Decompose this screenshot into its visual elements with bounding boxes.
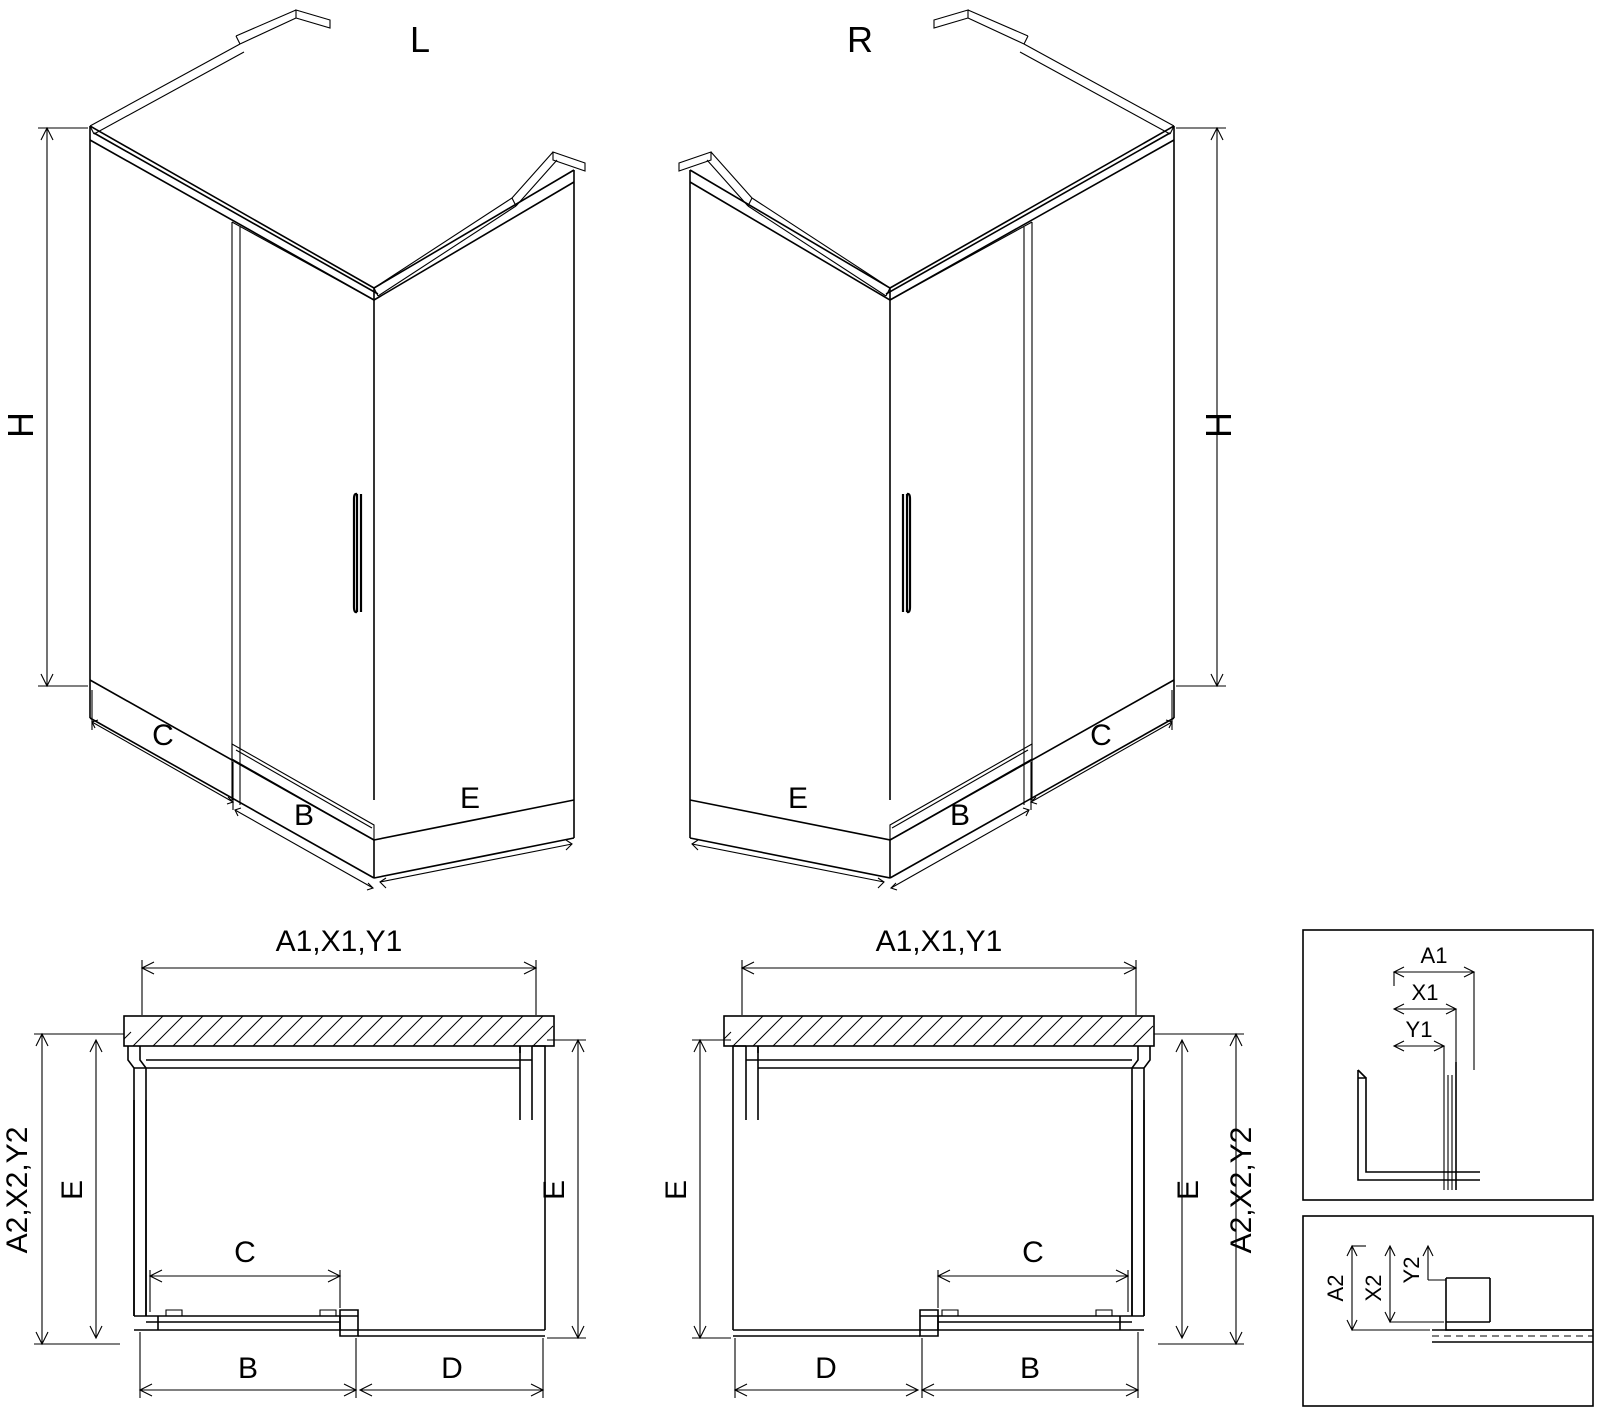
detail-x1-label: X1 — [1411, 980, 1439, 1005]
dim-H-right — [1176, 128, 1226, 686]
dim-C-plan-left — [150, 1270, 340, 1312]
plan-left-top-dim-label: A1,X1,Y1 — [275, 925, 403, 958]
plan-left-inner-e-label: E — [56, 1179, 89, 1201]
dim-C-plan-right — [938, 1270, 1128, 1312]
plan-view-right — [660, 925, 1258, 1398]
iso-left-dim-c-label: C — [152, 719, 174, 752]
iso-view-right — [679, 10, 1239, 890]
dim-E-plan-left — [90, 1040, 102, 1338]
iso-left-view-label: L — [409, 19, 431, 60]
detail-view-top — [1303, 930, 1593, 1200]
dim-E-plan-right-left — [692, 1040, 731, 1338]
plan-right-right-dim-label: A2,X2,Y2 — [1225, 1126, 1258, 1254]
detail-a2-label: A2 — [1323, 1274, 1348, 1302]
iso-right-view-label: R — [847, 19, 873, 60]
plan-left-b-label: B — [237, 1352, 259, 1385]
iso-left-height-label: H — [0, 412, 41, 438]
plan-right-left-e-label: E — [660, 1179, 693, 1201]
detail-x2-label: X2 — [1361, 1274, 1386, 1302]
plan-right-inner-e-label: E — [1172, 1179, 1205, 1201]
detail-view-bottom — [1303, 1216, 1593, 1406]
plan-right-b-label: B — [1019, 1352, 1041, 1385]
plan-left-left-dim-label: A2,X2,Y2 — [1, 1126, 34, 1254]
plan-left-d-label: D — [441, 1352, 463, 1385]
detail-dim-Y1 — [1394, 1041, 1444, 1075]
iso-left-dim-e-label: E — [459, 782, 481, 815]
dim-E-left — [380, 840, 572, 888]
dim-E-right — [692, 840, 884, 888]
dim-A1X1Y1-left — [142, 960, 536, 1015]
plan-right-c-label: C — [1022, 1236, 1044, 1269]
iso-left-dim-b-label: B — [293, 799, 315, 832]
iso-right-dim-e-label: E — [787, 782, 809, 815]
plan-right-top-dim-label: A1,X1,Y1 — [875, 925, 1003, 958]
plan-right-d-label: D — [815, 1352, 837, 1385]
plan-left-c-label: C — [234, 1236, 256, 1269]
dim-A1X1Y1-right — [742, 960, 1136, 1015]
dim-H-left — [38, 128, 88, 686]
detail-y2-label: Y2 — [1399, 1256, 1424, 1284]
plan-left-right-e-label: E — [538, 1179, 571, 1201]
detail-a1-label: A1 — [1420, 943, 1448, 968]
iso-view-left — [0, 10, 585, 890]
plan-view-left — [1, 925, 586, 1398]
detail-dim-Y2 — [1423, 1246, 1446, 1280]
iso-right-dim-c-label: C — [1090, 719, 1112, 752]
iso-right-height-label: H — [1198, 412, 1239, 438]
detail-y1-label: Y1 — [1405, 1017, 1433, 1042]
iso-right-dim-b-label: B — [949, 799, 971, 832]
